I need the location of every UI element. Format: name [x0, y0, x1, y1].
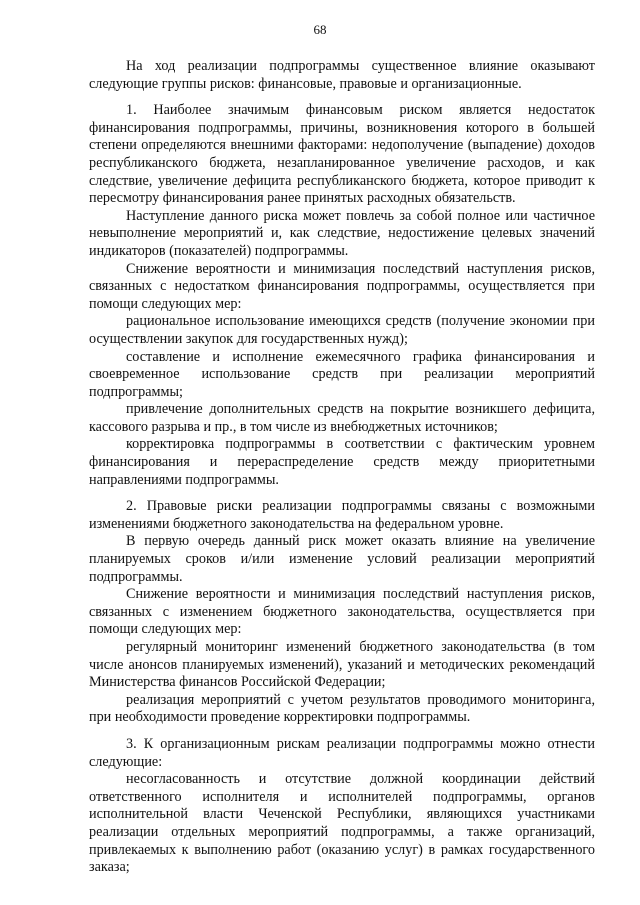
paragraph-financial-risk: 1. Наиболее значимым финансовым риском является недостаток финансирования подпрограммы, причины, возникновения которого в большей степени определяются внешними факторами: недополучение (выпадение) доходов республиканского бюджета, незапланированное увеличение расходов, и как следствие, увеличение дефицита республиканского бюджета, которое приводит к пересмотру финансирования ранее принятых расходных обязательств. — [89, 102, 595, 207]
paragraph-organizational-risk: 3. К организационным рискам реализации подпрограммы можно отнести следующие: — [89, 735, 595, 770]
page-number: 68 — [313, 22, 327, 37]
paragraph: Наступление данного риска может повлечь за собой полное или частичное невыполнение мероприятий и, как следствие, недостижение целевых значений индикаторов (показателей) подпрограммы. — [89, 207, 595, 259]
list-item: корректировка подпрограммы в соответствии с фактическим уровнем финансирования и перераспределение средств между приоритетными направлениями подпрограммы. — [89, 436, 595, 488]
list-item: рациональное использование имеющихся средств (получение экономии при осуществлении закупок для государственных нужд); — [89, 313, 595, 347]
document-body — [89, 58, 595, 877]
list-item: реализация мероприятий с учетом результатов проводимого мониторинга, при необходимости проведение корректировки подпрограммы. — [89, 691, 595, 726]
paragraph-legal-risk: 2. Правовые риски реализации подпрограммы связаны с возможными изменениями бюджетного законодательства на федеральном уровне. — [89, 498, 595, 532]
list-item: несогласованность и отсутствие должной координации действий ответственного исполнителя и исполнителей подпрограммы, органов исполнительной власти Чеченской Республики, являющихся участниками реализации отдельных мероприятий подпрограммы, а также организаций, привлекаемых к выполнению работ (оказанию услуг) в рамках государственного заказа; — [89, 771, 595, 876]
paragraph: В первую очередь данный риск может оказать влияние на увеличение планируемых сроков и/или изменение условий реализации мероприятий подпрограммы. — [89, 533, 595, 585]
list-item: составление и исполнение ежемесячного графика финансирования и своевременное использование средств при реализации мероприятий подпрограммы; — [89, 348, 595, 400]
list-item: регулярный мониторинг изменений бюджетного законодательства (в том числе анонсов планируемых изменений), указаний и методических рекомендаций Министерства финансов Российской Федерации; — [89, 639, 595, 691]
paragraph-intro: На ход реализации подпрограммы существенное влияние оказывают следующие группы рисков: финансовые, правовые и организационные. — [89, 58, 595, 92]
paragraph: Снижение вероятности и минимизация последствий наступления рисков, связанных с изменением бюджетного законодательства, осуществляется при помощи следующих мер: — [89, 586, 595, 638]
list-item: привлечение дополнительных средств на покрытие возникшего дефицита, кассового разрыва и пр., в том числе из внебюджетных источников; — [89, 401, 595, 435]
paragraph: Снижение вероятности и минимизация последствий наступления рисков, связанных с недостатком финансирования подпрограммы, осуществляется при помощи следующих мер: — [89, 260, 595, 312]
